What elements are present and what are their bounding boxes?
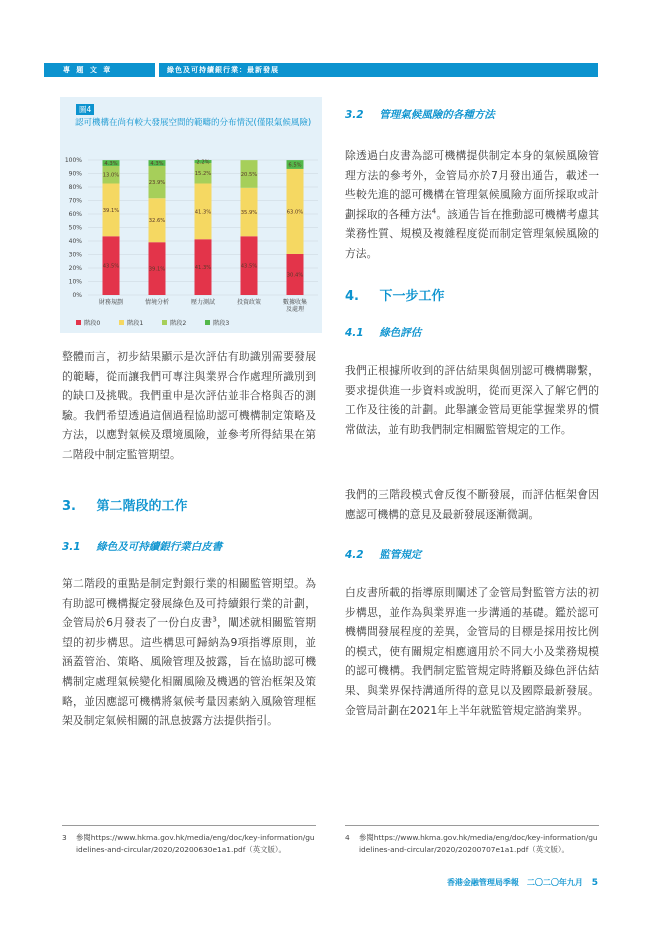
section-4-1-number: 4.1 — [345, 327, 364, 339]
section-3-1-number: 3.1 — [62, 541, 81, 553]
y-tick-label-0: 0% — [72, 292, 82, 300]
data-label-3-0: 43.5% — [240, 263, 258, 270]
section-4-1-heading — [345, 325, 421, 340]
legend-swatch-2 — [162, 320, 167, 325]
footnote-divider-left — [62, 825, 316, 826]
section-4-number: 4. — [345, 289, 359, 304]
data-label-4-0: 30.4% — [286, 272, 304, 279]
footnote-ref-4[interactable]: 4 — [431, 207, 437, 216]
left-paragraph-2-part-a: 第二階段的重點是制定對銀行業的相關監管期望。為有助認可機構擬定發展綠色及可持續銀行業的計劃，金管局於6月發表了一份白皮書 — [62, 577, 316, 630]
y-tick-label-7: 70% — [68, 197, 82, 205]
data-label-2-0: 41.3% — [194, 265, 212, 272]
section-3-1-heading — [62, 539, 222, 554]
section-4-2-heading — [345, 547, 421, 562]
legend-label-2: 階段2 — [170, 320, 187, 327]
section-4-title: 下一步工作 — [379, 289, 445, 304]
section-3-2-heading — [345, 107, 495, 122]
y-tick-label-6: 60% — [68, 211, 82, 219]
section-3-1-title: 綠色及可持續銀行業白皮書 — [96, 541, 223, 553]
footer-publication: 香港金融管理局季報 二〇二〇年九月 — [446, 878, 583, 887]
y-tick-label-5: 50% — [68, 224, 82, 232]
page-footer — [380, 877, 598, 888]
y-tick-label-1: 10% — [68, 278, 82, 286]
data-label-0-0: 43.5% — [102, 263, 120, 270]
data-label-0-1: 39.1% — [102, 207, 120, 214]
right-paragraph-3: 我們的三階段模式會反復不斷發展，而評估框架會因應認可機構的意見及最新發展逐漸微調。 — [345, 488, 599, 521]
data-label-4-3: 6.5% — [288, 162, 302, 169]
right-paragraph-1-part-a: 除透過白皮書為認可機構提供制定本身的氣候風險管理方法的參考外，金管局亦於7月發出通告，載述一些較先進的認可機構在管理氣候風險方面所採取或計劃採取的各種方法 — [345, 149, 599, 221]
legend-swatch-1 — [119, 320, 124, 325]
section-4-heading — [345, 285, 445, 304]
y-tick-label-9: 90% — [68, 170, 82, 178]
data-label-2-1: 41.3% — [194, 209, 212, 216]
x-tick-label-2: 壓力測試 — [190, 299, 216, 306]
legend-swatch-3 — [205, 320, 210, 325]
footnote-4-mark: 4 — [345, 833, 350, 842]
section-4-2-number: 4.2 — [345, 549, 364, 561]
x-tick-label-3: 投資政策 — [236, 299, 262, 306]
y-tick-label-8: 80% — [68, 184, 82, 192]
x-tick-label-1: 情境分析 — [144, 299, 170, 306]
section-3-heading — [62, 495, 188, 514]
legend-label-0: 階段0 — [84, 320, 101, 327]
data-label-0-2: 13.0% — [102, 172, 120, 179]
data-label-3-2: 20.5% — [240, 171, 258, 178]
y-tick-label-3: 30% — [68, 251, 82, 259]
section-3-2-title: 管理氣候風險的各種方法 — [379, 109, 495, 121]
data-label-2-3: 2.2% — [196, 159, 210, 166]
footnote-3-text[interactable]: 參閱https://www.hkma.gov.hk/media/eng/doc/key-information/guidelines-and-circular/2020/20200630e1a1.pdf（英文版）。 — [76, 833, 315, 854]
y-tick-label-2: 20% — [68, 265, 82, 273]
right-paragraph-1-part-b: 。該通告旨在推動認可機構考慮其業務性質、規模及複雜程度從而制定管理氣候風險的方法。 — [345, 207, 600, 260]
right-paragraph-4: 白皮書所載的指導原則闡述了金管局對監管方法的初步構思，並作為與業界進一步溝通的基礎。鑑於認可機構間發展程度的差異，金管局的目標是採用按比例的模式，使有關規定相應適用於不同大小及業務規模的認可機構。我們制定監管規定時將顧及綠色評估結果、與業界保持溝通所得的意見以及國際最新發展。金管局計劃在2021年上半年就監管規定諮詢業界。 — [345, 586, 599, 717]
left-paragraph-1: 整體而言，初步結果顯示是次評估有助識別需要發展的範疇，從而讓我們可專注與業界合作處理所識別到的缺口及挑戰。我們重申是次評估並非合格與否的測驗。我們希望透過這個過程協助認可機構制定策略及方法，以應對氣候及環境風險，並參考所得結果在第二階段中制定監管期望。 — [62, 350, 316, 461]
header-section-label: 專 題 文 章 — [44, 63, 155, 77]
page-number: 5 — [591, 878, 598, 888]
right-paragraph-1 — [345, 146, 599, 264]
footnote-4-text[interactable]: 參閱https://www.hkma.gov.hk/media/eng/doc/key-information/guidelines-and-circular/2020/20200707e1a1.pdf（英文版）。 — [359, 833, 598, 854]
stacked-bar-chart — [60, 148, 322, 333]
header-article-title: 綠色及可持續銀行業：最新發展 — [159, 63, 598, 77]
y-tick-label-4: 40% — [68, 238, 82, 246]
figure-title: 認可機構在尚有較大發展空間的範疇的分布情況(僅限氣候風險) — [75, 118, 312, 128]
data-label-2-2: 15.2% — [194, 171, 212, 178]
right-paragraph-2: 我們正根據所收到的評估結果與個別認可機構聯繫，要求提供進一步資料或說明，從而更深入了解它們的工作及往後的計劃。此舉讓金管局更能掌握業界的慣常做法，並有助我們制定相關監管規定的工作。 — [345, 364, 599, 436]
data-label-3-1: 35.9% — [240, 210, 258, 217]
data-label-1-0: 39.1% — [148, 266, 166, 273]
data-label-1-1: 32.6% — [148, 218, 166, 225]
data-label-1-2: 23.9% — [148, 180, 166, 187]
section-3-2-number: 3.2 — [345, 109, 364, 121]
data-label-4-1: 63.0% — [286, 209, 304, 216]
legend-swatch-0 — [76, 320, 81, 325]
footnote-ref-3[interactable]: 3 — [212, 615, 217, 624]
data-label-0-3: 4.3% — [104, 161, 118, 168]
section-4-2-title: 監管規定 — [379, 549, 422, 561]
section-4-1-title: 綠色評估 — [379, 327, 422, 339]
left-paragraph-2 — [62, 574, 316, 731]
footnote-divider-right — [345, 825, 599, 826]
x-tick-label-4-line2: 及處理 — [285, 306, 305, 313]
figure-label: 圖4 — [76, 104, 94, 115]
legend-label-3: 階段3 — [213, 320, 230, 327]
y-tick-label-10: 100% — [64, 157, 82, 165]
x-tick-label-0: 財務規劃 — [98, 299, 124, 306]
section-3-title: 第二階段的工作 — [96, 499, 188, 514]
x-tick-label-4-line1: 數據收集 — [282, 299, 308, 306]
section-3-number: 3. — [62, 499, 76, 514]
data-label-1-3: 4.3% — [150, 161, 164, 168]
footnote-3-mark: 3 — [62, 833, 67, 842]
legend-label-1: 階段1 — [127, 320, 144, 327]
left-paragraph-2-part-b: ，闡述就相關監管期望的初步構思。這些構思可歸納為9項指導原則，並涵蓋管治、策略、風險管理及披露，旨在協助認可機構制定處理氣候變化相關風險及機遇的管治框架及策略，並因應認可機構將氣候考量因素納入風險管理框架及制定氣候相關的訊息披露方法提供指引。 — [62, 616, 317, 728]
